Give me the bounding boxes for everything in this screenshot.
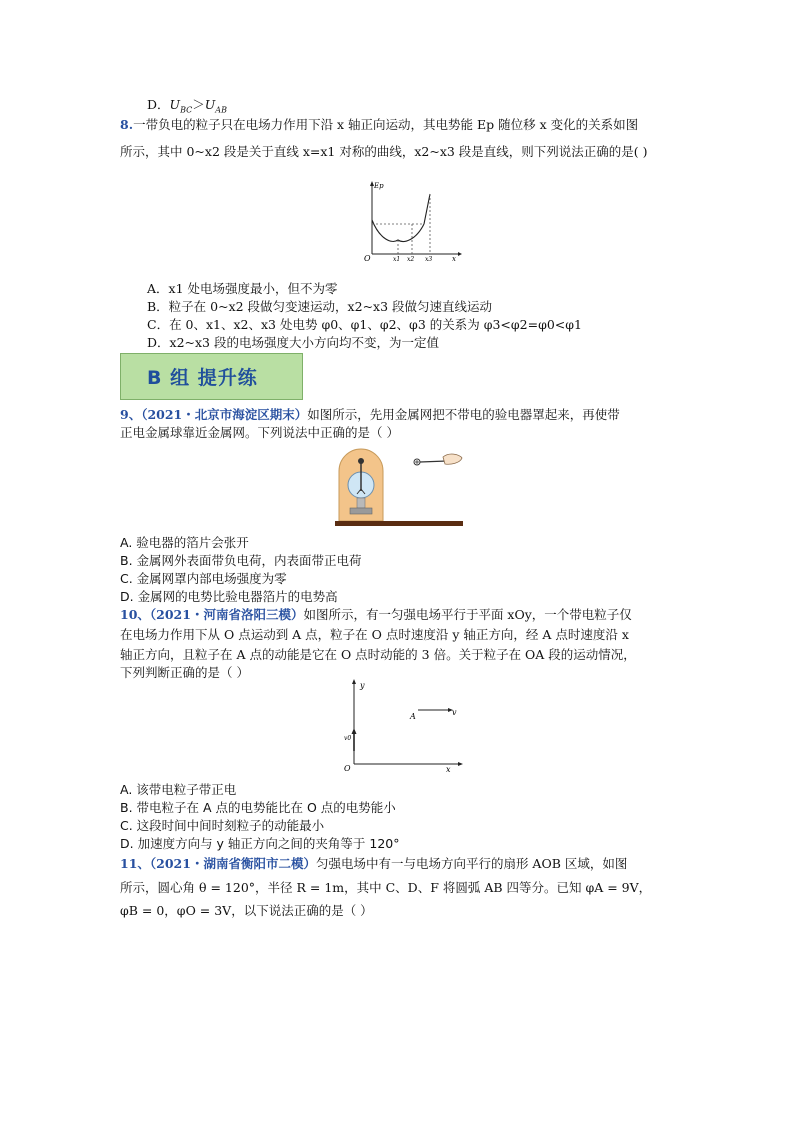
q10-fig-origin: O <box>344 764 351 773</box>
q7-option-d-rhs-sub: AB <box>215 105 227 115</box>
q8-option-b: B．粒子在 0~x2 段做匀变速运动，x2~x3 段做匀速直线运动 <box>147 299 493 314</box>
q11-stem-line2: 所示，圆心角 θ = 120°，半径 R = 1m，其中 C、D、F 将圆弧 AB 四等分。已知 φA = 9V， <box>120 880 652 895</box>
q10-fig-x-label: x <box>446 765 451 774</box>
q10-stem-line1 <box>120 607 632 622</box>
q8-number: 8. <box>120 117 134 132</box>
q9-electroscope-figure <box>335 445 465 531</box>
q11-source: （2021・湖南省衡阳市二模） <box>149 856 316 871</box>
q11-stem-line3: φB = 0，φO = 3V，以下说法正确的是（ ） <box>120 903 373 918</box>
q10-coordinate-figure <box>336 676 466 776</box>
q7-option-d-rhs: U <box>204 97 216 112</box>
q9-option-c: C. 金属网罩内部电场强度为零 <box>120 571 287 586</box>
q10-option-d: D. 加速度方向与 y 轴正方向之间的夹角等于 120° <box>120 836 400 851</box>
q8-stem-line2 <box>120 144 648 159</box>
q10-option-a: A. 该带电粒子带正电 <box>120 782 237 797</box>
q10-fig-point-a: A <box>410 712 416 721</box>
q8-graph-y-label: Ep <box>374 182 384 190</box>
q8-option-c: C．在 0、x1、x2、x3 处电势 φ0、φ1、φ2、φ3 的关系为 φ3<φ2=φ0<φ1 <box>147 317 582 332</box>
q9-line1: 如图所示，先用金属网把不带电的验电器罩起来，再使带 <box>307 407 620 422</box>
section-banner-text: B 组 提升练 <box>147 367 258 389</box>
q11-stem-line1 <box>120 856 627 871</box>
q8-graph-origin: O <box>364 254 371 262</box>
q8-line2: 所示，其中 0~x2 段是关于直线 x=x1 对称的曲线，x2~x3 段是直线，则下列说法正确的是( ) <box>120 144 648 159</box>
q8-stem-line1 <box>120 117 638 132</box>
q7-option-d-lhs-sub: BC <box>180 105 193 115</box>
q10-stem-line4: 下列判断正确的是（ ） <box>120 665 249 680</box>
q11-line1: 匀强电场中有一与电场方向平行的扇形 AOB 区域，如图 <box>315 856 628 871</box>
q10-stem-line2: 在电场力作用下从 O 点运动到 A 点，粒子在 O 点时速度沿 y 轴正方向，经 A 点时速度沿 x <box>120 627 629 642</box>
q9-source: （2021・北京市海淀区期末） <box>141 407 308 422</box>
q8-graph-x3: x3 <box>425 256 433 262</box>
q10-number: 10、 <box>120 607 150 622</box>
q8-option-a: A．x1 处电场强度最小，但不为零 <box>147 281 338 296</box>
q7-option-d-lhs: U <box>169 97 181 112</box>
q8-graph-x2: x2 <box>407 256 415 262</box>
q10-source: （2021・河南省洛阳三模） <box>149 607 304 622</box>
q9-number: 9、 <box>120 407 142 422</box>
q10-stem-line3: 轴正方向，且粒子在 A 点的动能是它在 O 点时动能的 3 倍。关于粒子在 OA 段的运动情况， <box>120 647 636 662</box>
q11-number: 11、 <box>120 856 150 871</box>
q9-stem-line1 <box>120 407 620 422</box>
q9-option-a: A. 验电器的箔片会张开 <box>120 535 249 550</box>
q10-option-c: C. 这段时间中间时刻粒子的动能最小 <box>120 818 325 833</box>
q8-graph-x1: x1 <box>393 256 401 262</box>
q8-line1: 一带负电的粒子只在电场力作用下沿 x 轴正向运动，其电势能 Ep 随位移 x 变化的关系如图 <box>133 117 639 132</box>
q8-option-d: D．x2~x3 段的电场强度大小方向均不变，为一定值 <box>147 335 439 350</box>
q9-line2: 正电金属球靠近金属网。下列说法中正确的是（ ） <box>120 425 399 440</box>
q8-ep-graph <box>362 180 462 262</box>
section-banner <box>120 353 303 400</box>
q10-fig-y-label: y <box>360 681 365 690</box>
q10-fig-v0: v0 <box>344 735 352 742</box>
q9-stem-line2 <box>120 425 399 440</box>
q7-option-d-label: D． <box>147 97 170 112</box>
q9-option-d: D. 金属网的电势比验电器箔片的电势高 <box>120 589 338 604</box>
q9-option-b: B. 金属网外表面带负电荷，内表面带正电荷 <box>120 553 362 568</box>
q10-fig-v: v <box>452 708 457 717</box>
q7-option-d <box>147 97 227 118</box>
q8-graph-x-label: x <box>452 255 456 262</box>
q7-option-d-op: ＞ <box>192 97 205 112</box>
q10-line1: 如图所示，有一匀强电场平行于平面 xOy，一个带电粒子仅 <box>303 607 632 622</box>
q10-option-b: B. 带电粒子在 A 点的电势能比在 O 点的电势能小 <box>120 800 396 815</box>
